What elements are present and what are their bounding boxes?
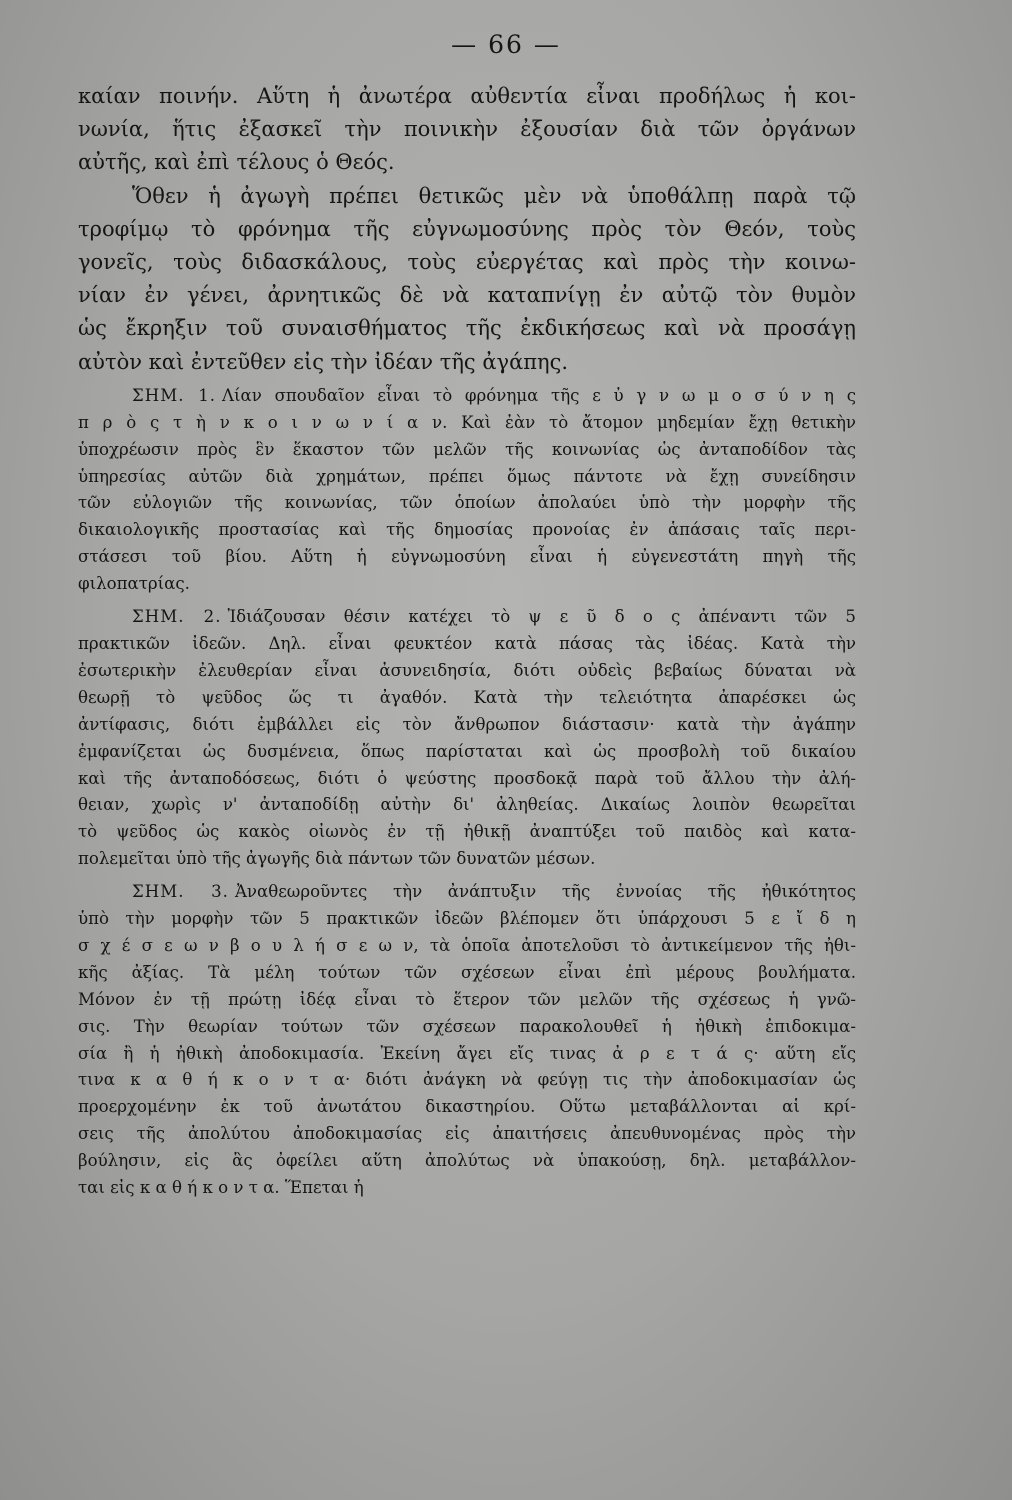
note-line: στάσεσι τοῦ βίου. Αὕτη ἡ εὐγνωμοσύνη εἶναι ἡ εὐγενεστάτη πηγὴ τῆς: [78, 547, 856, 567]
note-text: Ἀναθεωροῦντες τὴν ἀνάπτυξιν τῆς ἐννοίας τῆς ἠθικότητος: [234, 882, 856, 902]
note-line: [78, 604, 856, 631]
text-line: τροφίμῳ τὸ φρόνημα τῆς εὐγνωμοσύνης πρὸς τὸν Θεόν, τοὺς: [78, 216, 856, 241]
note-line: ὑπὸ τὴν μορφὴν τῶν 5 πρακτικῶν ἰδεῶν βλέπομεν ὅτι ὑπάρχουσι 5 ε ἴ δ η: [78, 909, 856, 929]
note-label: ΣΗΜ. 1.: [132, 385, 217, 405]
note-line: τῶν εὐλογιῶν τῆς κοινωνίας, τῶν ὁποίων ἀπολαύει ὑπὸ τὴν μορφὴν τῆς: [78, 493, 856, 513]
note-line: σία ἢ ἡ ἠθικὴ ἀποδοκιμασία. Ἐκείνη ἄγει εἴς τινας ἀ ρ ε τ ά ς· αὕτη εἴς: [78, 1043, 856, 1063]
note-line: [78, 383, 856, 410]
text-line: Ὅθεν ἡ ἀγωγὴ πρέπει θετικῶς μὲν νὰ ὑποθάλπῃ παρὰ τῷ: [132, 183, 856, 208]
note-line: τὸ ψεῦδος ὡς κακὸς οἰωνὸς ἐν τῇ ἠθικῇ ἀναπτύξει τοῦ παιδὸς καὶ κατα-: [78, 822, 856, 842]
note-2: [78, 604, 856, 873]
main-paragraphs: [78, 80, 856, 379]
text-line: αὐτῆς, καὶ ἐπὶ τέλους ὁ Θεός.: [78, 150, 395, 175]
note-label: ΣΗΜ. 2.: [132, 607, 222, 627]
note-1: [78, 383, 856, 598]
note-line: θειαν, χωρὶς ν' ἀνταποδίδῃ αὐτὴν δι' ἀληθείας. Δικαίως λοιπὸν θεωρεῖται: [78, 795, 856, 815]
note-line: κῆς ἀξίας. Τὰ μέλη τούτων τῶν σχέσεων εἶναι ἐπὶ μέρους βουλήματα.: [78, 962, 856, 982]
page-number: — 66 —: [451, 30, 561, 59]
note-text: Ἰδιάζουσαν θέσιν κατέχει τὸ ψ ε ῦ δ ο ς ἀπέναντι τῶν 5: [227, 607, 856, 627]
note-line: ὑπηρεσίας αὐτῶν διὰ χρημάτων, πρέπει ὅμως πάντοτε νὰ ἔχῃ συνείδησιν: [78, 466, 856, 486]
note-line: ται εἰς κ α θ ή κ ο ν τ α. Ἕπεται ἡ: [78, 1178, 364, 1198]
page-body: [78, 80, 856, 1202]
note-3: [78, 879, 856, 1202]
text-line: ὡς ἔκρηξιν τοῦ συναισθήματος τῆς ἐκδικήσεως καὶ νὰ προσάγῃ: [78, 316, 856, 341]
note-line: πρακτικῶν ἰδεῶν. Δηλ. εἶναι φευκτέον κατὰ πάσας τὰς ἰδέας. Κατὰ τὴν: [78, 633, 856, 653]
note-line: βούλησιν, εἰς ἃς ὀφείλει αὕτη ἀπολύτως νὰ ὑπακούσῃ, δηλ. μεταβάλλον-: [78, 1151, 856, 1171]
note-line: ἀντίφασις, διότι ἐμβάλλει εἰς τὸν ἄνθρωπον διάστασιν· κατὰ τὴν ἀγάπην: [78, 714, 856, 734]
note-line: ἐσωτερικὴν ἐλευθερίαν εἶναι ἀσυνειδησία, διότι οὐδεὶς βεβαίως δύναται νὰ: [78, 660, 856, 680]
note-line: σις. Τὴν θεωρίαν τούτων τῶν σχέσεων παρακολουθεῖ ἡ ἠθικὴ ἐπιδοκιμα-: [78, 1016, 856, 1036]
text-line: γονεῖς, τοὺς διδασκάλους, τοὺς εὐεργέτας καὶ πρὸς τὴν κοινω-: [78, 250, 856, 275]
text-line: αὐτὸν καὶ ἐντεῦθεν εἰς τὴν ἰδέαν τῆς ἀγάπης.: [78, 349, 569, 374]
note-line: δικαιολογικῆς προστασίας καὶ τῆς δημοσίας προνοίας ἐν ἁπάσαις ταῖς περι-: [78, 520, 856, 540]
note-line: σ χ έ σ ε ω ν β ο υ λ ή σ ε ω ν, τὰ ὁποῖα ἀποτελοῦσι τὸ ἀντικείμενον τῆς ἠθι-: [78, 935, 856, 955]
note-line: προερχομένην ἐκ τοῦ ἀνωτάτου δικαστηρίου. Οὕτω μεταβάλλονται αἱ κρί-: [78, 1097, 856, 1117]
note-line: πολεμεῖται ὑπὸ τῆς ἀγωγῆς διὰ πάντων τῶν δυνατῶν μέσων.: [78, 849, 596, 869]
text-line: νίαν ἐν γένει, ἀρνητικῶς δὲ νὰ καταπνίγῃ ἐν αὐτῷ τὸν θυμὸν: [78, 283, 856, 308]
note-text: Λίαν σπουδαῖον εἶναι τὸ φρόνημα τῆς ε ὐ γ ν ω μ ο σ ύ ν η ς: [222, 385, 856, 405]
note-line: σεις τῆς ἀπολύτου ἀποδοκιμασίας εἰς ἀπαιτήσεις ἀπευθυνομένας πρὸς τὴν: [78, 1124, 856, 1144]
note-line: π ρ ὸ ς τ ὴ ν κ ο ι ν ω ν ί α ν. Καὶ ἐὰν τὸ ἄτομον μηδεμίαν ἔχῃ θετικὴν: [78, 412, 856, 432]
note-label: ΣΗΜ. 3.: [132, 882, 229, 902]
text-line: νωνία, ἥτις ἐξασκεῖ τὴν ποινικὴν ἐξουσίαν διὰ τῶν ὀργάνων: [78, 117, 856, 142]
note-line: φιλοπατρίας.: [78, 574, 190, 594]
note-line: καὶ τῆς ἀνταποδόσεως, διότι ὁ ψεύστης προσδοκᾷ παρὰ τοῦ ἄλλου τὴν ἀλή-: [78, 768, 856, 788]
note-line: θεωρῇ τὸ ψεῦδος ὥς τι ἀγαθόν. Κατὰ τὴν τελειότητα ἀπαρέσκει ὡς: [78, 687, 856, 707]
note-line: Μόνον ἐν τῇ πρώτῃ ἰδέᾳ εἶναι τὸ ἕτερον τῶν μελῶν τῆς σχέσεως ἡ γνῶ-: [78, 989, 856, 1009]
note-line: [78, 879, 856, 906]
text-line: καίαν ποινήν. Αὕτη ἡ ἀνωτέρα αὐθεντία εἶναι προδήλως ἡ κοι-: [78, 84, 856, 108]
note-line: ὑποχρέωσιν πρὸς ἓν ἕκαστον τῶν μελῶν τῆς κοινωνίας ὡς ἀνταποδίδον τὰς: [78, 439, 856, 459]
note-line: τινα κ α θ ή κ ο ν τ α· διότι ἀνάγκη νὰ φεύγῃ τις τὴν ἀποδοκιμασίαν ὡς: [78, 1070, 856, 1090]
note-line: ἐμφανίζεται ὡς δυσμένεια, ὅπως παρίσταται καὶ ὡς προσβολὴ τοῦ δικαίου: [78, 741, 856, 761]
